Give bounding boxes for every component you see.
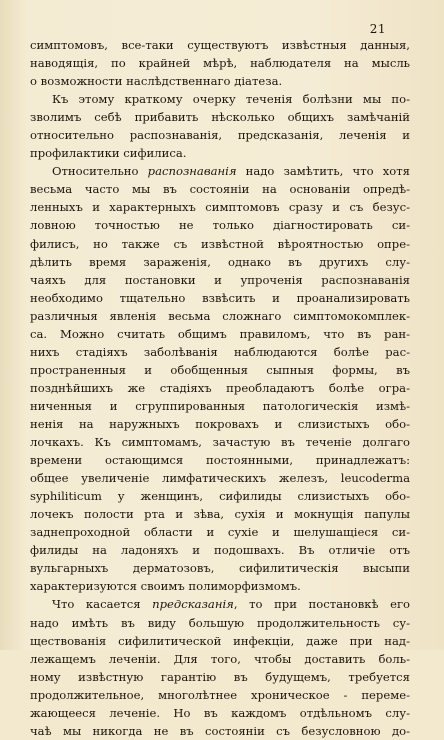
text-line: общее увеличеніе лимфатическихъ железъ, leucoderma xyxy=(30,471,410,486)
paragraph-4 xyxy=(30,595,410,739)
text-line: продолжительное, многолѣтнее хроническое - переме- xyxy=(30,687,410,702)
text-line: ловною точностью не только діагностировать си- xyxy=(30,218,410,233)
text-line: дѣлить время зараженія, однако въ другихъ слу- xyxy=(30,254,410,269)
page-number: 21 xyxy=(369,22,386,36)
text-line: различныя явленія весьма сложнаго симптомокомплек- xyxy=(30,308,410,323)
text-line: ненія на наружныхъ покровахъ и слизистыхъ обо- xyxy=(30,416,410,431)
emphasis-term: распознаванія xyxy=(147,164,237,179)
text-line: профилактики сифилиса. xyxy=(30,146,187,161)
text-line: симптомовъ, все-таки существуютъ извѣстныя данныя, xyxy=(30,38,410,52)
text-line: лочкахъ. Къ симптомамъ, зачастую въ теченіе долгаго xyxy=(30,435,410,450)
text-line: нихъ стадіяхъ заболѣванія наблюдаются болѣе рас- xyxy=(30,344,410,359)
text-line: ному извѣстную гарантію въ будущемъ, требуется xyxy=(30,669,410,684)
text-line: надо имѣть въ виду большую продолжительность су- xyxy=(30,615,410,630)
paragraph-2 xyxy=(30,90,410,162)
text-line: наводящія, по крайней мѣрѣ, наблюдателя на мысль xyxy=(30,56,410,71)
text-line: Что касается предсказанія, то при постановкѣ его xyxy=(52,597,410,612)
text-line: лежащемъ леченіи. Для того, чтобы доставить боль- xyxy=(30,651,410,666)
text-line: чаѣ мы никогда не въ состояніи съ безусловною до- xyxy=(30,723,410,738)
text-line: са. Можно считать общимъ правиломъ, что въ ран- xyxy=(30,326,410,341)
text-line: жающееся леченіе. Но въ каждомъ отдѣльномъ слу- xyxy=(30,705,410,720)
text-line: заднепроходной области и сухіе и шелушащіеся си- xyxy=(30,525,410,540)
text-line: ществованія сифилитической инфекціи, даже при над- xyxy=(30,633,410,648)
text-line: лочекъ полости рта и зѣва, сухія и мокнущія папулы xyxy=(30,507,410,522)
paragraph-1 xyxy=(30,36,410,90)
text-line: позднѣйшихъ же стадіяхъ преобладаютъ болѣе огра- xyxy=(30,380,410,395)
text-line: филиды на ладоняхъ и подошвахъ. Въ отличіе отъ xyxy=(30,543,410,558)
text-line: о возможности наслѣдственнаго діатеза. xyxy=(30,74,283,89)
text-line: чаяхъ для постановки и упроченія распознаванія xyxy=(30,272,410,287)
text-line: пространенныя и обобщенныя сыпныя формы, въ xyxy=(30,362,410,377)
text-line: филисъ, но также съ извѣстной вѣроятностью опре- xyxy=(30,236,410,251)
text-line: ленныхъ и характерныхъ симптомовъ сразу и съ безус- xyxy=(30,200,410,215)
text-line: необходимо тщательно взвѣсить и проанализировать xyxy=(30,290,410,305)
text-line: ниченныя и сгруппированныя патологическія измѣ- xyxy=(30,398,410,413)
text-line: зволимъ себѣ прибавить нѣсколько общихъ замѣчаній xyxy=(30,110,410,125)
emphasis-term: предсказанія xyxy=(152,597,234,612)
page-text xyxy=(30,36,410,740)
text-line: syphiliticum у женщинъ, сифилиды слизистыхъ обо- xyxy=(30,489,410,504)
text-line: времени остающимся постоянными, принадлежатъ: xyxy=(30,453,410,468)
text-line: Относительно распознаванія надо замѣтить, что хотя xyxy=(52,164,410,179)
text-line: вульгарныхъ дерматозовъ, сифилитическія высыпи xyxy=(30,561,410,576)
text-line: Къ этому краткому очерку теченія болѣзни мы по- xyxy=(52,92,410,107)
paragraph-3 xyxy=(30,162,410,595)
text-line: характеризуются своимъ полиморфизмомъ. xyxy=(30,579,301,594)
text-line: весьма часто мы въ состояніи на основаніи опредѣ- xyxy=(30,182,410,197)
text-line: относительно распознаванія, предсказанія, леченія и xyxy=(30,128,410,143)
